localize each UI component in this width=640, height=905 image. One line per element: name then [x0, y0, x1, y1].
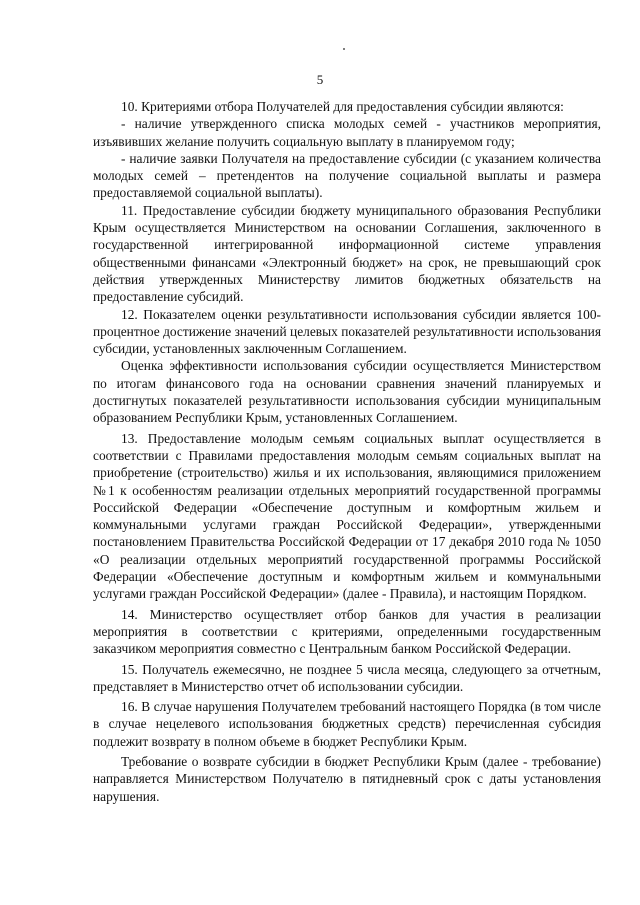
paragraph-14: 14. Министерство осуществляет отбор банков для участия в реализации мероприятия в соответствии с критериями, определенными государственным заказчиком мероприятия совместно с Центральным банком Российской Федерации. [93, 606, 601, 657]
page-number: 5 [316, 72, 324, 87]
paragraph-11: 11. Предоставление субсидии бюджету муниципального образования Республики Крым осуществляется Министерством на основании Соглашения, заключенного в государственной интегрированной информационной системе управления общественными финансами «Электронный бюджет» на срок, не превышающий срок действия утвержденных Министерству лимитов бюджетных обязательств на предоставление субсидий. [93, 202, 601, 305]
paragraph-13: 13. Предоставление молодым семьям социальных выплат осуществляется в соответствии с Правилами предоставления молодым семьям социальных выплат на приобретение (строительство) жилья и их использования, являющимися приложением №1 к особенностям реализации отдельных мероприятий государственной программы Российской Федерации «Обеспечение доступным и комфортным жильем и коммунальными услугами граждан Российской Федерации», утвержденными постановлением Правительства Российской Федерации от 17 декабря 2010 года № 1050 «О реализации отдельных мероприятий государственной программы Российской Федерации «Обеспечение доступным и комфортным жильем и коммунальными услугами граждан Российской Федерации» (далее - Правила), и настоящим Порядком. [93, 430, 601, 602]
paragraph-12-assessment: Оценка эффективности использования субсидии осуществляется Министерством по итогам финансового года на основании сравнения значений планируемых и достигнутых показателей результативности использования субсидии муниципальным образованием Республики Крым, установленных Соглашением. [93, 358, 601, 426]
paragraph-16: 16. В случае нарушения Получателем требований настоящего Порядка (в том числе в случае нецелевого использования бюджетных средств) перечисленная субсидия подлежит возврату в полном объеме в бюджет Республики Крым. [93, 699, 601, 749]
document-body [93, 98, 601, 805]
paragraph-10-item-1: - наличие утвержденного списка молодых семей - участников мероприятия, изъявивших желание получить социальную выплату в планируемом году; [93, 116, 601, 149]
paragraph-10: 10. Критериями отбора Получателей для предоставления субсидии являются: [121, 99, 564, 114]
paragraph-12: 12. Показателем оценки результативности использования субсидии является 100-процентное достижение значений целевых показателей результативности использования субсидии, установленных заключенным Соглашением. [93, 306, 601, 357]
scan-dot [343, 48, 345, 50]
paragraph-15: 15. Получатель ежемесячно, не позднее 5 числа месяца, следующего за отчетным, представляет в Министерство отчет об использовании субсидии. [93, 661, 601, 694]
paragraph-10-item-2: - наличие заявки Получателя на предоставление субсидии (с указанием количества молодых семей – претендентов на получение социальной выплаты и размера предоставляемой социальной выплаты). [93, 150, 601, 201]
paragraph-16-requirement: Требование о возврате субсидии в бюджет Республики Крым (далее - требование) направляется Министерством Получателю в пятидневный срок с даты установления нарушения. [93, 753, 601, 804]
